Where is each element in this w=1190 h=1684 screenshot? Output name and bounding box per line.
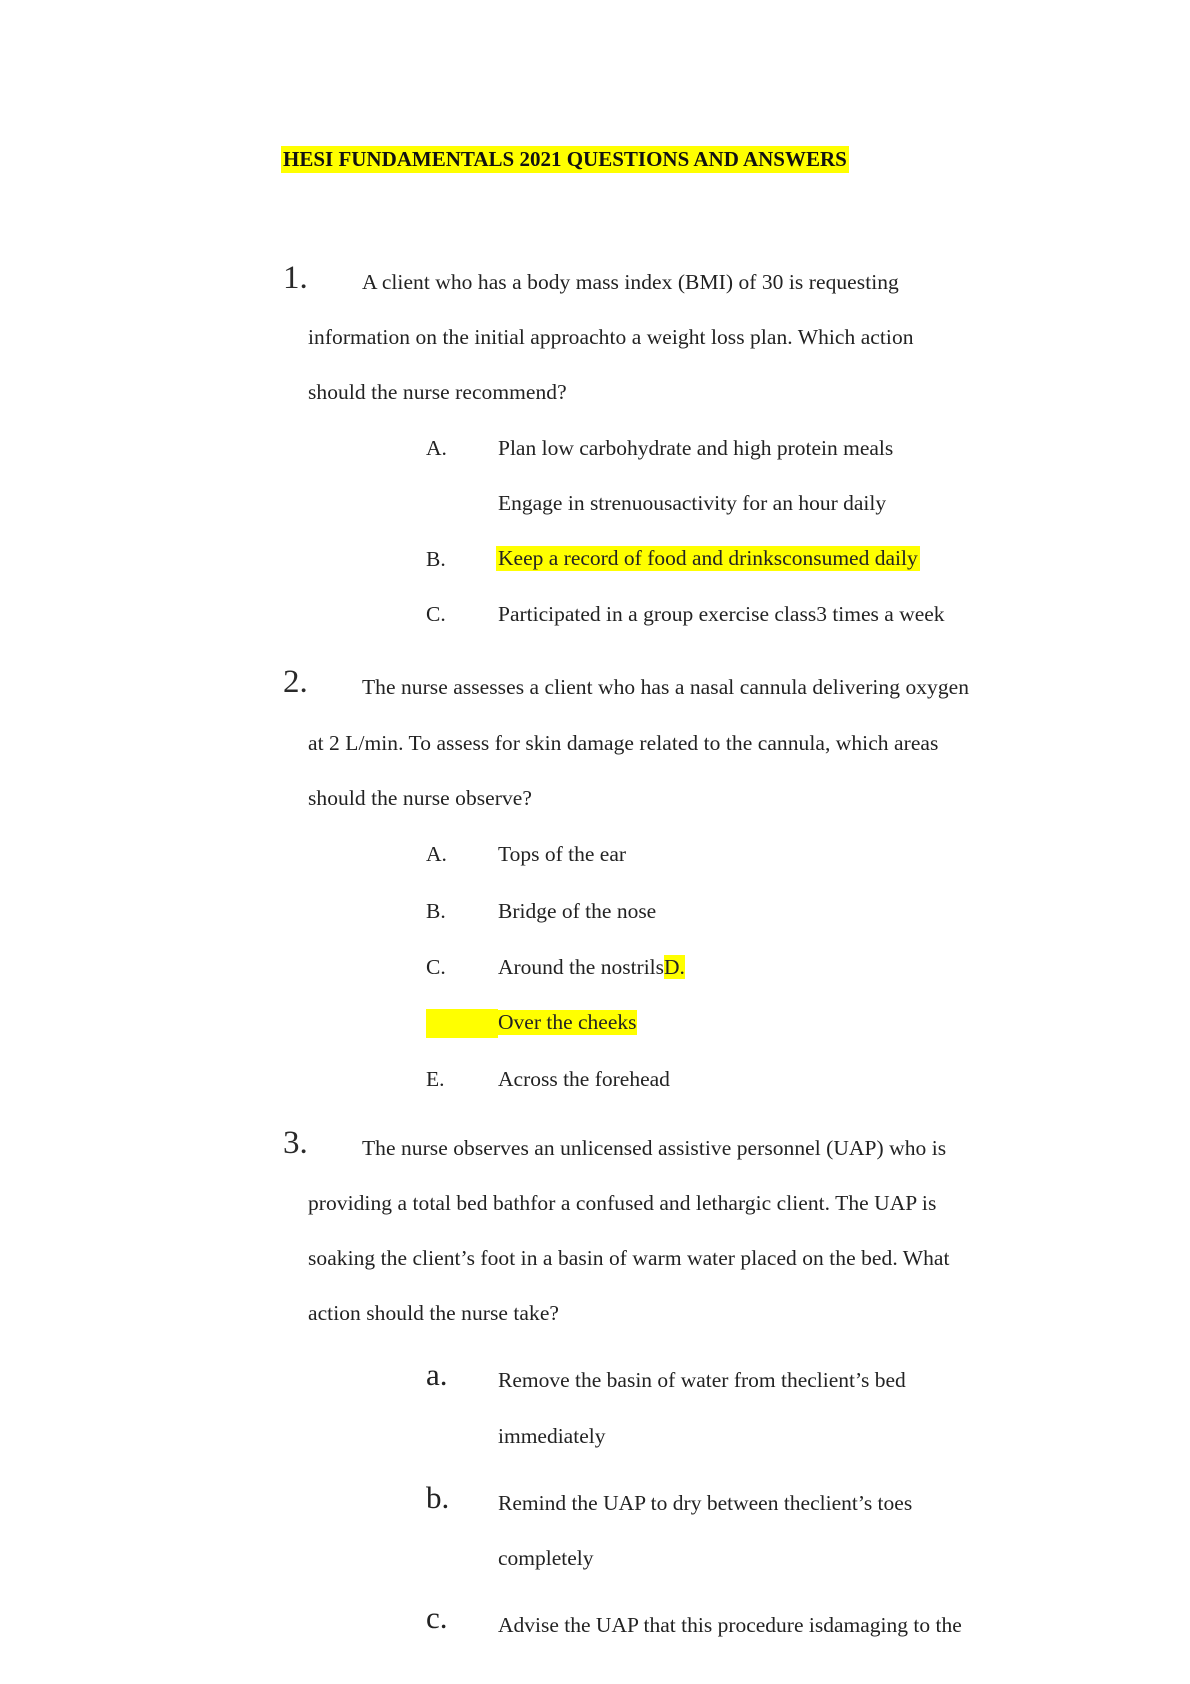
option-text-correct-answer: Over the cheeks <box>498 1010 637 1034</box>
option-letter: B. <box>426 899 446 923</box>
question-number: 1. <box>283 260 308 296</box>
question-text-line: The nurse observes an unlicensed assistive personnel (UAP) who is <box>362 1136 947 1160</box>
question-text-line: information on the initial approachto a weight loss plan. Which action <box>308 325 914 349</box>
option-text: Remove the basin of water from theclient’s bed <box>498 1368 906 1392</box>
option-text: Participated in a group exercise class3 times a week <box>498 602 945 626</box>
option-letter: C. <box>426 955 446 979</box>
option-text: Bridge of the nose <box>498 899 657 923</box>
question-text-line: soaking the client’s foot in a basin of warm water placed on the bed. What <box>308 1246 950 1270</box>
option-letter: a. <box>426 1357 448 1392</box>
question-text-line: providing a total bed bathfor a confused and lethargic client. The UAP is <box>308 1191 937 1215</box>
question-text-line: A client who has a body mass index (BMI) of 30 is requesting <box>362 270 899 294</box>
option-text: Engage in strenuousactivity for an hour daily <box>498 491 887 515</box>
option-letter: b. <box>426 1480 450 1515</box>
option-letter: C. <box>426 602 446 626</box>
question-text-line: The nurse assesses a client who has a nasal cannula delivering oxygen <box>362 675 970 699</box>
question-number: 3. <box>283 1125 308 1161</box>
option-letter: A. <box>426 436 447 460</box>
answer-highlight-bar <box>426 1009 498 1038</box>
option-text: Across the forehead <box>498 1067 670 1091</box>
option-letter-highlighted: D. <box>664 955 685 979</box>
option-text: Tops of the ear <box>498 842 627 866</box>
option-text: Advise the UAP that this procedure isdamaging to the <box>498 1613 962 1637</box>
question-text-line: should the nurse recommend? <box>308 380 567 404</box>
option-letter: E. <box>426 1067 445 1091</box>
question-text-line: should the nurse observe? <box>308 786 532 810</box>
question-text-line: at 2 L/min. To assess for skin damage related to the cannula, which areas <box>308 731 939 755</box>
document-title: HESI FUNDAMENTALS 2021 QUESTIONS AND ANSWERS <box>283 147 847 171</box>
option-text-continuation: immediately <box>498 1424 606 1448</box>
option-line <box>498 955 685 980</box>
option-letter: B. <box>426 547 446 571</box>
question-number: 2. <box>283 664 308 700</box>
option-text: Around the nostrils <box>498 955 665 979</box>
option-text-correct-answer: Keep a record of food and drinksconsumed daily <box>498 546 918 570</box>
option-text: Plan low carbohydrate and high protein meals <box>498 436 894 460</box>
option-letter: c. <box>426 1600 448 1635</box>
option-letter: A. <box>426 842 447 866</box>
option-text: Remind the UAP to dry between theclient’s toes <box>498 1491 913 1515</box>
question-text-line: action should the nurse take? <box>308 1301 560 1325</box>
option-text-continuation: completely <box>498 1546 594 1570</box>
